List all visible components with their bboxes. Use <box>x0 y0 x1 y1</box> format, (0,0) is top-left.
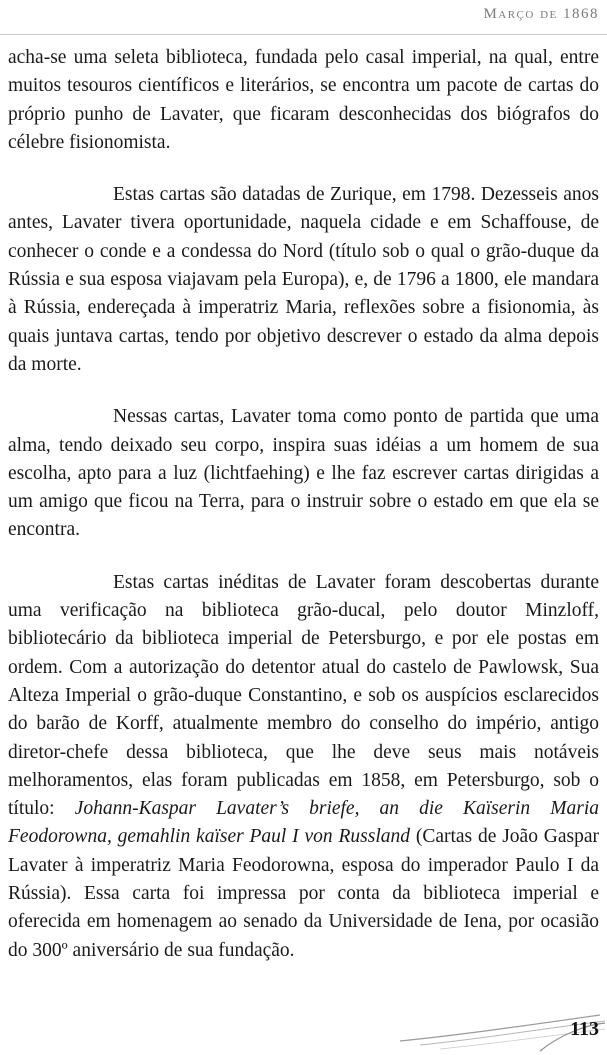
page-body <box>8 44 599 965</box>
paragraph-4-end: (Cartas de João Gaspar Lavater à imperatriz Maria Feodorowna, esposa do imperador Paulo I da Rússia). Essa carta foi impressa por conta da biblioteca imperial e oferecida em homenagem ao senado da Universidade de Iena, por ocasião do 300º aniversário de sua fundação. <box>8 826 599 961</box>
header-rule <box>0 34 607 35</box>
footer-swoosh-ornament <box>0 995 607 1055</box>
paragraph-1: acha-se uma seleta biblioteca, fundada pelo casal imperial, na qual, entre muitos tesouros científicos e literários, se encontra um pacote de cartas do próprio punho de Lavater, que ficaram desconhecidas dos biógrafos do célebre fisionomista. <box>8 47 599 153</box>
paragraph-2: Estas cartas são datadas de Zurique, em 1798. Dezesseis anos antes, Lavater tivera oportunidade, naquela cidade e em Schaffouse, de conhecer o conde e a condessa do Nord (título sob o qual o grão-duque da Rússia e sua esposa viajavam pela Europa), e, de 1796 a 1800, ele mandara à Rússia, endereçada à imperatriz Maria, reflexões sobre a fisionomia, às quais juntava cartas, tendo por objetivo descrever o estado da alma depois da morte. <box>8 184 599 375</box>
paragraph-4-start: Estas cartas inéditas de Lavater foram descobertas durante uma verificação na biblioteca grão-ducal, pelo doutor Minzloff, bibliotecário da biblioteca imperial de Petersburgo, e por ele postas em ordem. Com a autorização do detentor atual do castelo de Pawlowsk, Sua Alteza Imperial o grão-duque Constantino, e sob os auspícios esclarecidos do barão de Korff, atualmente membro do conselho do império, antigo diretor-chefe dessa biblioteca, que lhe deve seus mais notáveis melhoramentos, elas foram publicadas em 1858, em Petersburgo, sob o título: <box>8 571 599 820</box>
running-header: Março de 1868 <box>483 6 599 22</box>
paragraph-4 <box>8 569 599 965</box>
paragraph-3: Nessas cartas, Lavater toma como ponto de partida que uma alma, tendo deixado seu corpo, inspira suas idéias a um homem de sua escolha, apto para a luz (lichtfaehing) e lhe faz escrever cartas dirigidas a um amigo que ficou na Terra, para o instruir sobre o estado em que ela se encontra. <box>8 406 599 541</box>
page-number: 113 <box>570 1018 599 1040</box>
book-title: Johann-Kaspar Lavater’s briefe, an die Kaïserin Maria Feodorowna, gemahlin kaïser Paul I von Russland <box>8 798 599 848</box>
page-footer <box>0 995 607 1055</box>
